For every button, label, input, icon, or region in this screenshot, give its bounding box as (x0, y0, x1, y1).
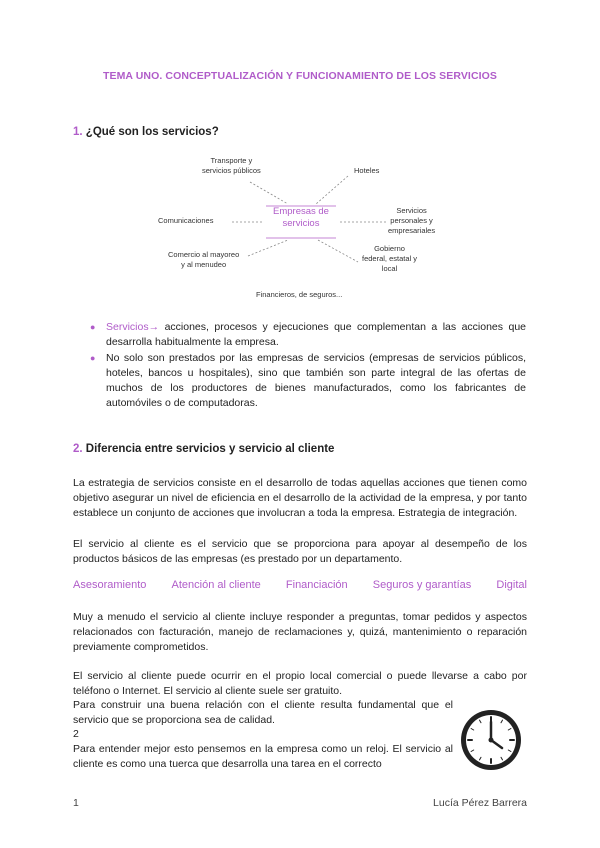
connector-transport (250, 182, 288, 204)
label-personal-line-1: Servicios (396, 206, 427, 215)
label-transport (202, 156, 261, 176)
section-2-number: 2. (73, 443, 83, 455)
category-item: Seguros y garantías (372, 579, 472, 591)
paragraph-number: 2 (73, 728, 79, 740)
label-personal-line-2: personales y (390, 216, 433, 225)
services-diagram (150, 152, 450, 302)
bullet-list (90, 320, 526, 412)
bullet-text: No solo son prestados por las empresas de servicios (empresas de servicios públicos, hoteles, bancos u hospitales), sino que también son parte integral de las ofertas de muchos de los productores de bienes manufacturados, como los fabricantes de automóviles o de computadoras. (106, 352, 526, 409)
label-commerce-line-1: Comercio al mayoreo (168, 250, 240, 259)
bullet-text: acciones, procesos y ejecuciones que complementan a las acciones que desarrolla habitualmente la empresa. (106, 321, 526, 348)
bullet-keyword: Servicios (106, 321, 149, 333)
label-transport-line-1: Transporte y (210, 156, 253, 165)
section-2-heading (73, 443, 334, 455)
center-line-1: Empresas de (273, 206, 329, 217)
connector-hotels (316, 176, 348, 204)
connector-government (318, 240, 358, 262)
clock-icon (459, 708, 523, 772)
paragraph-strategy: La estrategia de servicios consiste en el desarrollo de todas aquellas acciones que tienen como objetivo asegurar un nivel de eficiencia en el desarrollo de la actividad de la empresa, y por tanto establece un conjunto de acciones que involucran a toda la empresa. Estrategia de integración. (73, 477, 527, 519)
section-1-title: ¿Qué son los servicios? (85, 126, 219, 138)
label-commerce (168, 250, 239, 270)
label-communications: Comunicaciones (158, 216, 214, 225)
label-personal (388, 206, 435, 236)
category-item: Asesoramiento (73, 579, 147, 591)
category-item: Atención al cliente (171, 579, 261, 591)
paragraph-quality: Para construir una buena relación con el cliente resulta fundamental que el servicio que se proporciona sea de calidad. (73, 699, 453, 726)
bullet-dot-icon: ● (90, 322, 96, 332)
diagram-center (266, 206, 336, 230)
section-1-number: 1. (73, 126, 83, 138)
footer-author: Lucía Pérez Barrera (433, 797, 527, 809)
paragraph-clock: Para entender mejor esto pensemos en la empresa como un reloj. El servicio al cliente es como una tuerca que desarrolla una tarea en el correcto (73, 743, 453, 770)
paragraph-customer-service: El servicio al cliente es el servicio que se proporciona para apoyar al desempeño de los productos básicos de las empresas (es prestado por un departamento. (73, 538, 527, 565)
list-item (90, 351, 526, 411)
document-title: TEMA UNO. CONCEPTUALIZACIÓN Y FUNCIONAMIENTO DE LOS SERVICIOS (102, 70, 498, 82)
connector-commerce (248, 240, 288, 256)
label-government-line-3: local (381, 264, 398, 273)
category-item: Financiación (285, 579, 348, 591)
bullet-dot-icon: ● (90, 353, 96, 363)
section-1-heading (73, 126, 219, 138)
label-personal-line-3: empresariales (388, 226, 436, 235)
center-line-2: servicios (282, 218, 320, 229)
section-2-title: Diferencia entre servicios y servicio al cliente (85, 443, 335, 455)
label-hotels: Hoteles (354, 166, 380, 175)
list-item (90, 320, 526, 350)
category-item: Digital (496, 579, 527, 591)
label-commerce-line-2: y al menudeo (181, 260, 227, 269)
paragraph-tasks: Muy a menudo el servicio al cliente incluye responder a preguntas, tomar pedidos y aspectos relacionados con facturación, manejo de reclamaciones y, quizá, mantenimiento o reparación previamente comprometidos. (73, 611, 527, 653)
label-government-line-1: Gobierno (374, 244, 405, 253)
arrow-icon: → (148, 321, 160, 333)
paragraph-channels: El servicio al cliente puede ocurrir en el propio local comercial o puede llevarse a cabo por teléfono o Internet. El servicio al cliente suele ser gratuito. (73, 670, 527, 697)
label-financial: Financieros, de seguros... (256, 290, 343, 299)
label-transport-line-2: servicios públicos (202, 166, 261, 175)
page-number: 1 (73, 797, 79, 809)
service-categories (73, 579, 527, 591)
label-government (362, 244, 417, 274)
label-government-line-2: federal, estatal y (362, 254, 418, 263)
